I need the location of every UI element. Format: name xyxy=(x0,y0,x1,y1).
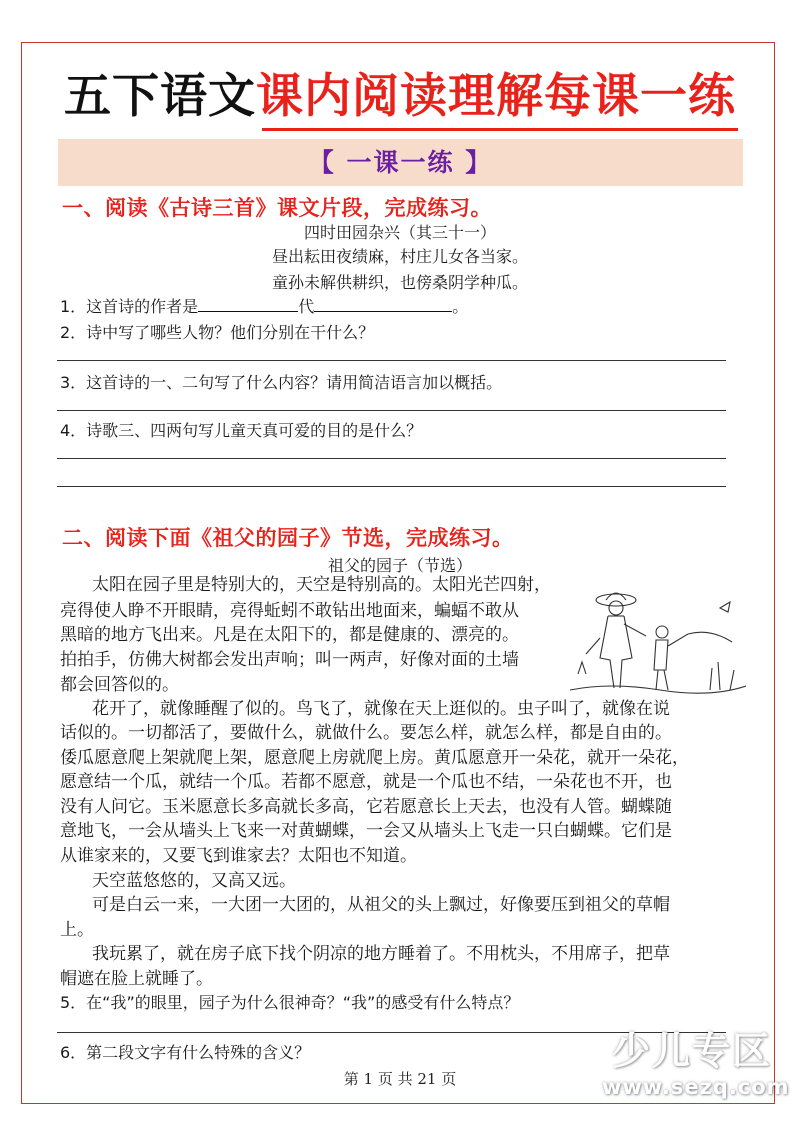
passage-line: 拍拍手，仿佛大树都会发出声响；叫一两声，好像对面的土墙 xyxy=(60,650,519,670)
question-5: 5．在“我”的眼里，园子为什么很神奇？“我”的感受有什么特点？ xyxy=(60,993,520,1012)
title-part-red: 课内阅读理解每课一练 xyxy=(256,69,736,124)
passage-line: 意地飞，一会从墙头上飞来一对黄蝴蝶，一会又从墙头上飞走一只白蝴蝶。它们是 xyxy=(60,821,672,841)
question-1-text-a: 1．这首诗的作者是 xyxy=(60,297,199,316)
answer-line[interactable] xyxy=(57,410,726,411)
question-2: 2．诗中写了哪些人物？他们分别在干什么？ xyxy=(60,323,375,342)
poem-line-1: 昼出耘田夜绩麻，村庄儿女各当家。 xyxy=(271,247,528,266)
answer-line[interactable] xyxy=(57,360,726,361)
passage-line: 话似的。一切都活了，要做什么，就做什么。要怎么样，就怎么样，都是自由的。 xyxy=(60,723,672,743)
passage-line: 倭瓜愿意爬上架就爬上架，愿意爬上房就爬上房。黄瓜愿意开一朵花，就开一朵花， xyxy=(60,748,689,768)
question-1-text-c: 。 xyxy=(452,297,469,316)
page-title xyxy=(0,66,800,128)
grandfather-garden-illustration xyxy=(570,578,746,698)
passage-title: 祖父的园子（节选） xyxy=(327,556,472,575)
section2-heading: 二、阅读下面《祖父的园子》节选，完成练习。 xyxy=(62,526,514,550)
answer-line[interactable] xyxy=(57,486,726,487)
passage-line: 都会回答似的。 xyxy=(60,675,179,695)
passage-line: 上。 xyxy=(60,920,94,940)
poem-title: 四时田园杂兴（其三十一） xyxy=(303,223,496,242)
passage-line: 亮得使人睁不开眼睛，亮得蚯蚓不敢钻出地面来，蝙蝠不敢从 xyxy=(60,601,519,621)
passage-line: 没有人问它。玉米愿意长多高就长多高，它若愿意长上天去，也没有人管。蝴蝶随 xyxy=(60,797,672,817)
answer-line[interactable] xyxy=(57,458,726,459)
lesson-band: 【 一课一练 】 xyxy=(58,139,743,186)
passage-line: 黑暗的地方飞出来。凡是在太阳下的，都是健康的、漂亮的。 xyxy=(60,625,519,645)
passage-line: 花开了，就像睡醒了似的。鸟飞了，就像在天上逛似的。虫子叫了，就像在说 xyxy=(92,699,670,719)
question-6: 6．第二段文字有什么特殊的含义？ xyxy=(60,1043,311,1062)
passage-line: 愿意结一个瓜，就结一个瓜。若都不愿意，就是一个瓜也不结，一朵花也不开，也 xyxy=(60,772,672,792)
title-underline xyxy=(262,128,738,131)
question-1-text-b: 代 xyxy=(298,297,315,316)
watermark-url: www.sezq.com xyxy=(602,1075,790,1099)
passage-line: 我玩累了，就在房子底下找个阴凉的地方睡着了。不用枕头，不用席子，把草 xyxy=(92,944,670,964)
page-number: 第 1 页 共 21 页 xyxy=(343,1070,457,1088)
question-1 xyxy=(60,294,468,317)
passage-line: 可是白云一来，一大团一大团的，从祖父的头上飘过，好像要压到祖父的草帽 xyxy=(92,895,670,915)
question-3: 3．这首诗的一、二句写了什么内容？请用简洁语言加以概括。 xyxy=(60,373,503,392)
title-part-black: 五下语文 xyxy=(64,69,256,124)
watermark-logo: 少儿专区 xyxy=(611,1029,772,1073)
section1-heading: 一、阅读《古诗三首》课文片段，完成练习。 xyxy=(62,196,492,220)
passage-line: 太阳在园子里是特别大的，天空是特别高的。太阳光芒四射， xyxy=(92,575,551,595)
passage-line: 帽遮在脸上就睡了。 xyxy=(60,969,213,989)
question-4: 4．诗歌三、四两句写儿童天真可爱的目的是什么？ xyxy=(60,421,423,440)
passage-line: 天空蓝悠悠的，又高又远。 xyxy=(92,871,296,891)
answer-blank-dynasty[interactable] xyxy=(314,297,452,312)
passage-line: 从谁家来的，又要飞到谁家去？太阳也不知道。 xyxy=(60,846,417,866)
answer-blank-author[interactable] xyxy=(198,297,298,312)
poem-line-2: 童孙未解供耕织，也傍桑阴学种瓜。 xyxy=(271,273,528,292)
watermark xyxy=(602,1028,790,1114)
